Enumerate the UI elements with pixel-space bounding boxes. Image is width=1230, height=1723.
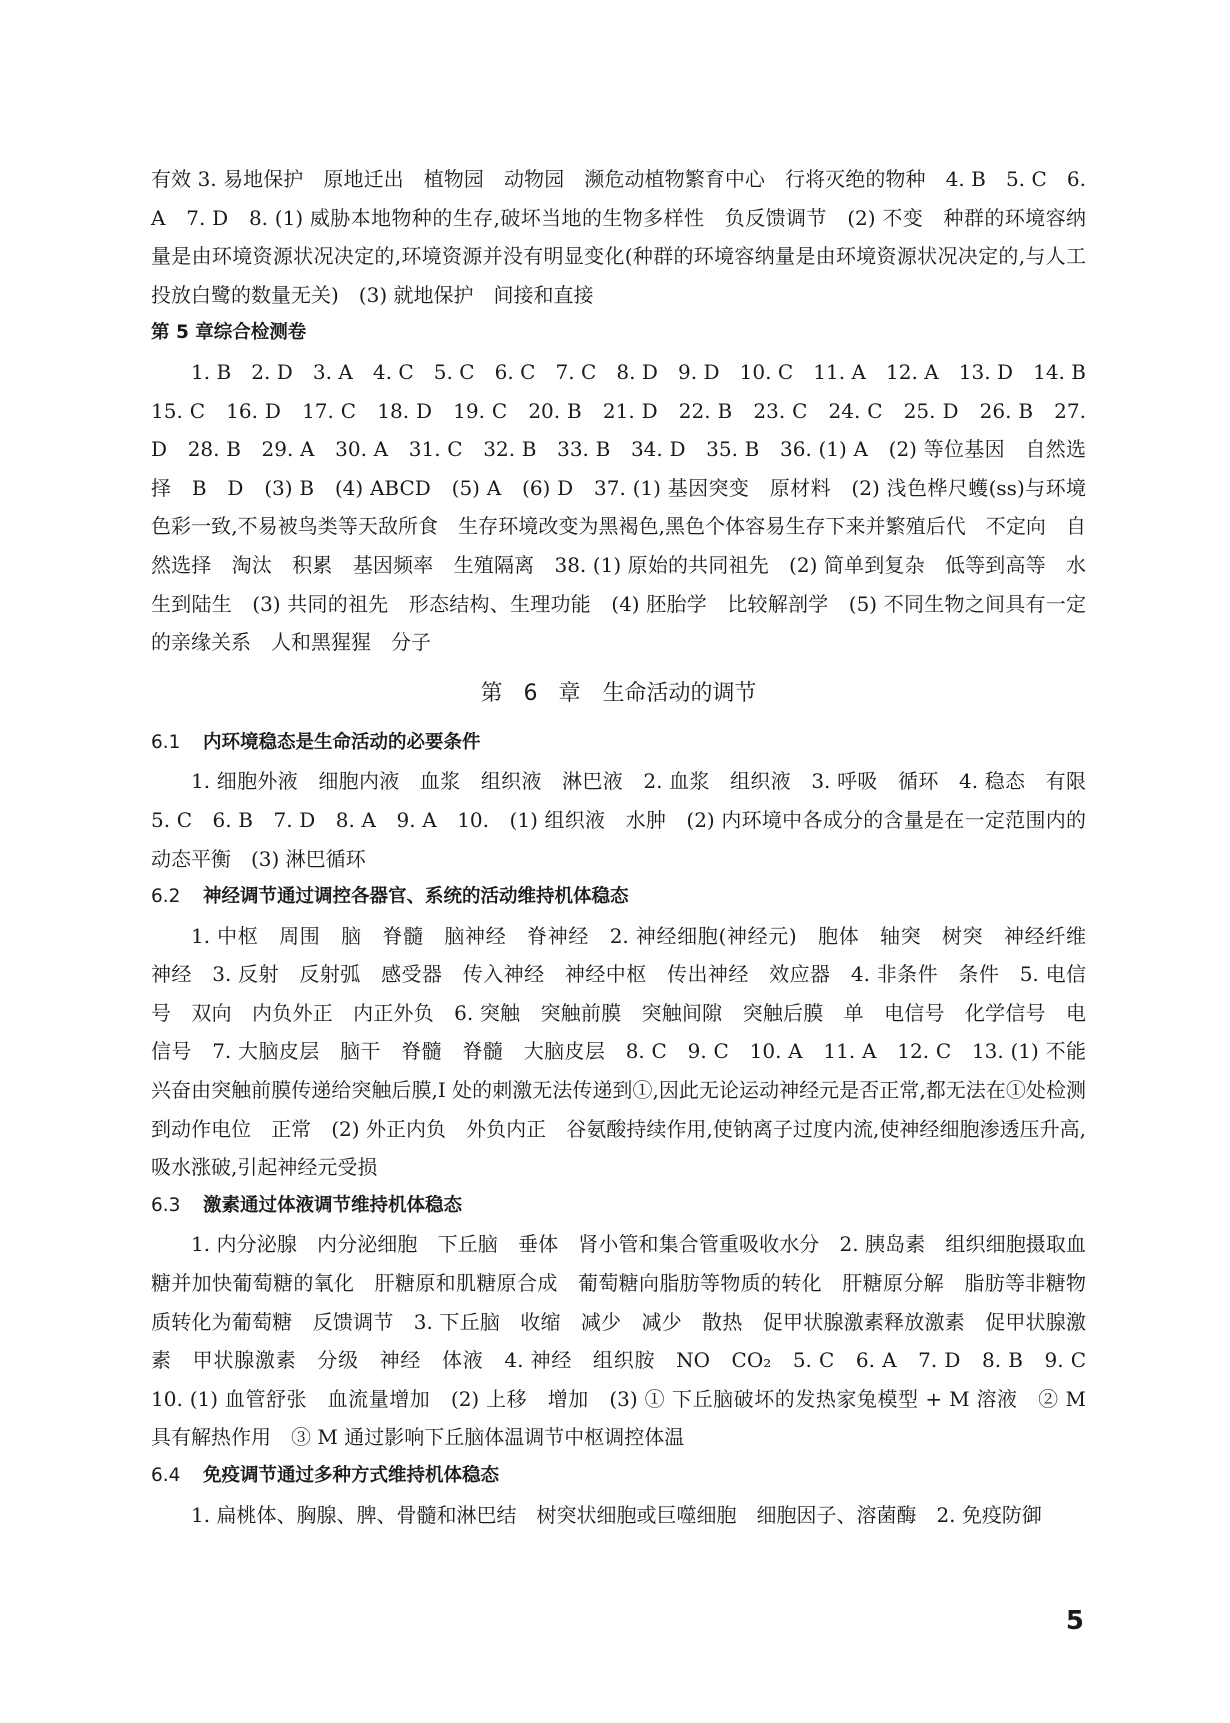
answer-paragraph-continued: 有效 3. 易地保护 原地迁出 植物园 动物园 濒危动植物繁育中心 行将灭绝的物种 4. B 5. C 6. A 7. D 8. (1) 威胁本地物种的生存,破坏当地的生物多样性 负反馈调节 (2) 不变 种群的环境容纳量是由环境资源状况决定的,环境资源并没有明显变化(种群的环境容纳量是由环境资源状况决定的,与人工投放白鹭的数量无关) (3) 就地保护 间接和直接 <box>151 167 1086 307</box>
section-title: 激素通过体液调节维持机体稳态 <box>203 1194 463 1216</box>
section-title: 内环境稳态是生命活动的必要条件 <box>203 731 481 753</box>
section-title: 神经调节通过调控各器官、系统的活动维持机体稳态 <box>203 886 629 908</box>
section-heading-6-3 <box>151 1187 1086 1226</box>
section-heading-6-2 <box>151 878 1086 917</box>
section-heading-chapter5-test: 第 5 章综合检测卷 <box>151 322 307 344</box>
section-number: 6.2 <box>151 886 181 908</box>
section-6-1-answers: 1. 细胞外液 细胞内液 血浆 组织液 淋巴液 2. 血浆 组织液 3. 呼吸 循环 4. 稳态 有限 5. C 6. B 7. D 8. A 9. A 10. (1) 组织液 水肿 (2) 内环境中各成分的含量是在一定范围内的动态平衡 (3) 淋巴循环 <box>151 769 1106 871</box>
section-6-2-answers: 1. 中枢 周围 脑 脊髓 脑神经 脊神经 2. 神经细胞(神经元) 胞体 轴突 树突 神经纤维 神经 3. 反射 反射弧 感受器 传入神经 神经中枢 传出神经 效应器 4. 非条件 条件 5. 电信号 双向 内负外正 内正外负 6. 突触 突触前膜 突触间隙 突触后膜 单 电信号 化学信号 电信号 7. 大脑皮层 脑干 脊髓 脊髓 大脑皮层 8. C 9. C 10. A 11. A 12. C 13. (1) 不能 兴奋由突触前膜传递给突触后膜,I 处的刺激无法传递到①,因此无论运动神经元是否正常,都无法在①处检测到动作电位 正常 (2) 外正内负 外负内正 谷氨酸持续作用,使钠离子过度内流,使神经细胞渗透压升高,吸水涨破,引起神经元受损 <box>151 923 1106 1180</box>
section-number: 6.3 <box>151 1194 181 1216</box>
section-6-3-answers: 1. 内分泌腺 内分泌细胞 下丘脑 垂体 肾小管和集合管重吸收水分 2. 胰岛素 组织细胞摄取血糖并加快葡萄糖的氧化 肝糖原和肌糖原合成 葡萄糖向脂肪等物质的转化 肝糖原分解 脂肪等非糖物质转化为葡萄糖 反馈调节 3. 下丘脑 收缩 减少 减少 散热 促甲状腺激素释放激素 促甲状腺激素 甲状腺激素 分级 神经 体液 4. 神经 组织胺 NO CO₂ 5. C 6. A 7. D 8. B 9. C 10. (1) 血管舒张 血流量增加 (2) 上移 增加 (3) ① 下丘脑破坏的发热家兔模型 + M 溶液 ② M 具有解热作用 ③ M 通过影响下丘脑体温调节中枢调控体温 <box>151 1232 1106 1450</box>
section-heading-6-4 <box>151 1457 1086 1496</box>
page-number: 5 <box>1065 1606 1084 1636</box>
chapter5-answers: 1. B 2. D 3. A 4. C 5. C 6. C 7. C 8. D 9. D 10. C 11. A 12. A 13. D 14. B 15. C 16. D 17. C 18. D 19. C 20. B 21. D 22. B 23. C 24. C 25. D 26. B 27. D 28. B 29. A 30. A 31. C 32. B 33. B 34. D 35. B 36. (1) A (2) 等位基因 自然选择 B D (3) B (4) ABCD (5) A (6) D 37. (1) 基因突变 原材料 (2) 浅色桦尺蠖(ss)与环境色彩一致,不易被鸟类等天敌所食 生存环境改变为黑褐色,黑色个体容易生存下来并繁殖后代 不定向 自然选择 淘汰 积累 基因频率 生殖隔离 38. (1) 原始的共同祖先 (2) 简单到复杂 低等到高等 水生到陆生 (3) 共同的祖先 形态结构、生理功能 (4) 胚胎学 比较解剖学 (5) 不同生物之间具有一定的亲缘关系 人和黑猩猩 分子 <box>151 359 1106 655</box>
section-heading-6-1 <box>151 724 1086 763</box>
section-title: 免疫调节通过多种方式维持机体稳态 <box>203 1465 500 1486</box>
section-number: 6.4 <box>151 1465 181 1486</box>
answer-content <box>151 160 1106 1534</box>
section-6-4-answers: 1. 扁桃体、胸腺、脾、骨髓和淋巴结 树突状细胞或巨噬细胞 细胞因子、溶菌酶 2. 免疫防御 <box>191 1502 1042 1527</box>
section-number: 6.1 <box>151 731 181 753</box>
chapter-title: 第 6 章 生命活动的调节 <box>480 680 757 706</box>
